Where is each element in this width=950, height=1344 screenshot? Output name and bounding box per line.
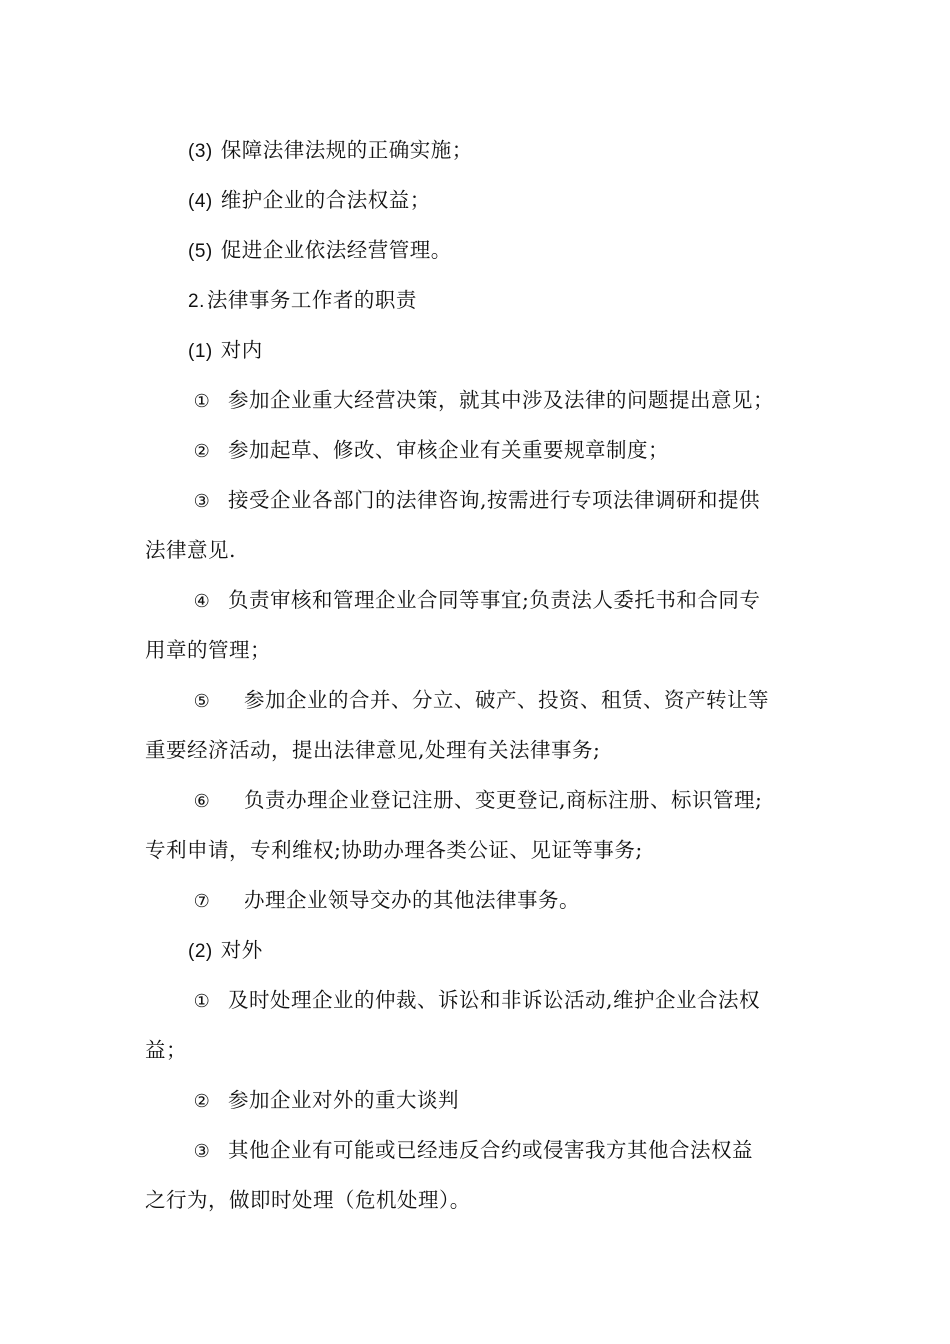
list-item: [190, 586, 760, 616]
section-title: 法律事务工作者的职责: [206, 288, 417, 312]
list-item: [190, 786, 762, 816]
list-item: [190, 986, 760, 1016]
item-marker: ⑥: [193, 791, 211, 812]
subsection-marker: (2): [188, 941, 213, 962]
item-continuation: 用章的管理；: [145, 638, 271, 662]
item-marker: (4): [188, 191, 213, 212]
item-marker: ③: [193, 491, 211, 512]
item-marker: ②: [193, 441, 211, 462]
subsection-heading: [188, 936, 263, 966]
item-text: 参加企业的合并、分立、破产、投资、租赁、资产转让等: [244, 688, 769, 712]
list-item: [190, 686, 769, 716]
item-text: 负责办理企业登记注册、变更登记,商标注册、标识管理;: [244, 788, 763, 812]
list-item: [190, 436, 669, 466]
section-number: 2.: [188, 291, 205, 312]
item-marker: (3): [188, 141, 213, 162]
list-item: [190, 1086, 459, 1116]
item-marker: ①: [193, 991, 211, 1012]
item-marker: ②: [193, 1091, 211, 1112]
section-heading: [188, 286, 417, 316]
item-text: 参加起草、修改、审核企业有关重要规章制度；: [228, 438, 669, 462]
list-item: [188, 136, 473, 166]
item-text: 促进企业依法经营管理。: [220, 238, 452, 262]
item-text: 参加企业对外的重大谈判: [228, 1088, 459, 1112]
item-marker: ④: [193, 591, 211, 612]
item-marker: (5): [188, 241, 213, 262]
item-text: 及时处理企业的仲裁、诉讼和非诉讼活动,维护企业合法权: [228, 988, 761, 1012]
item-marker: ⑤: [193, 691, 211, 712]
item-continuation: 专利申请，专利维权;协助办理各类公证、见证等事务;: [145, 838, 643, 862]
item-continuation: 益；: [145, 1038, 187, 1062]
item-text: 参加企业重大经营决策，就其中涉及法律的问题提出意见；: [228, 388, 774, 412]
item-continuation: 之行为，做即时处理（危机处理）。: [145, 1188, 471, 1212]
list-item: [190, 486, 760, 516]
item-text: 其他企业有可能或已经违反合约或侵害我方其他合法权益: [228, 1138, 753, 1162]
item-text: 保障法律法规的正确实施；: [220, 138, 473, 162]
list-item: [190, 1136, 753, 1166]
subsection-heading: [188, 336, 263, 366]
item-continuation: 重要经济活动，提出法律意见,处理有关法律事务;: [145, 738, 601, 762]
list-item: [188, 186, 431, 216]
item-marker: ⑦: [193, 891, 211, 912]
subsection-marker: (1): [188, 341, 213, 362]
list-item: [190, 386, 774, 416]
item-text: 负责审核和管理企业合同等事宜;负责法人委托书和合同专: [228, 588, 761, 612]
item-text: 接受企业各部门的法律咨询,按需进行专项法律调研和提供: [228, 488, 761, 512]
item-text: 办理企业领导交办的其他法律事务。: [244, 888, 580, 912]
list-item: [188, 236, 452, 266]
item-text: 维护企业的合法权益；: [220, 188, 431, 212]
item-marker: ③: [193, 1141, 211, 1162]
list-item: [190, 886, 580, 916]
item-continuation: 法律意见.: [145, 538, 237, 562]
subsection-title: 对内: [220, 338, 263, 362]
subsection-title: 对外: [220, 938, 263, 962]
item-marker: ①: [193, 391, 211, 412]
